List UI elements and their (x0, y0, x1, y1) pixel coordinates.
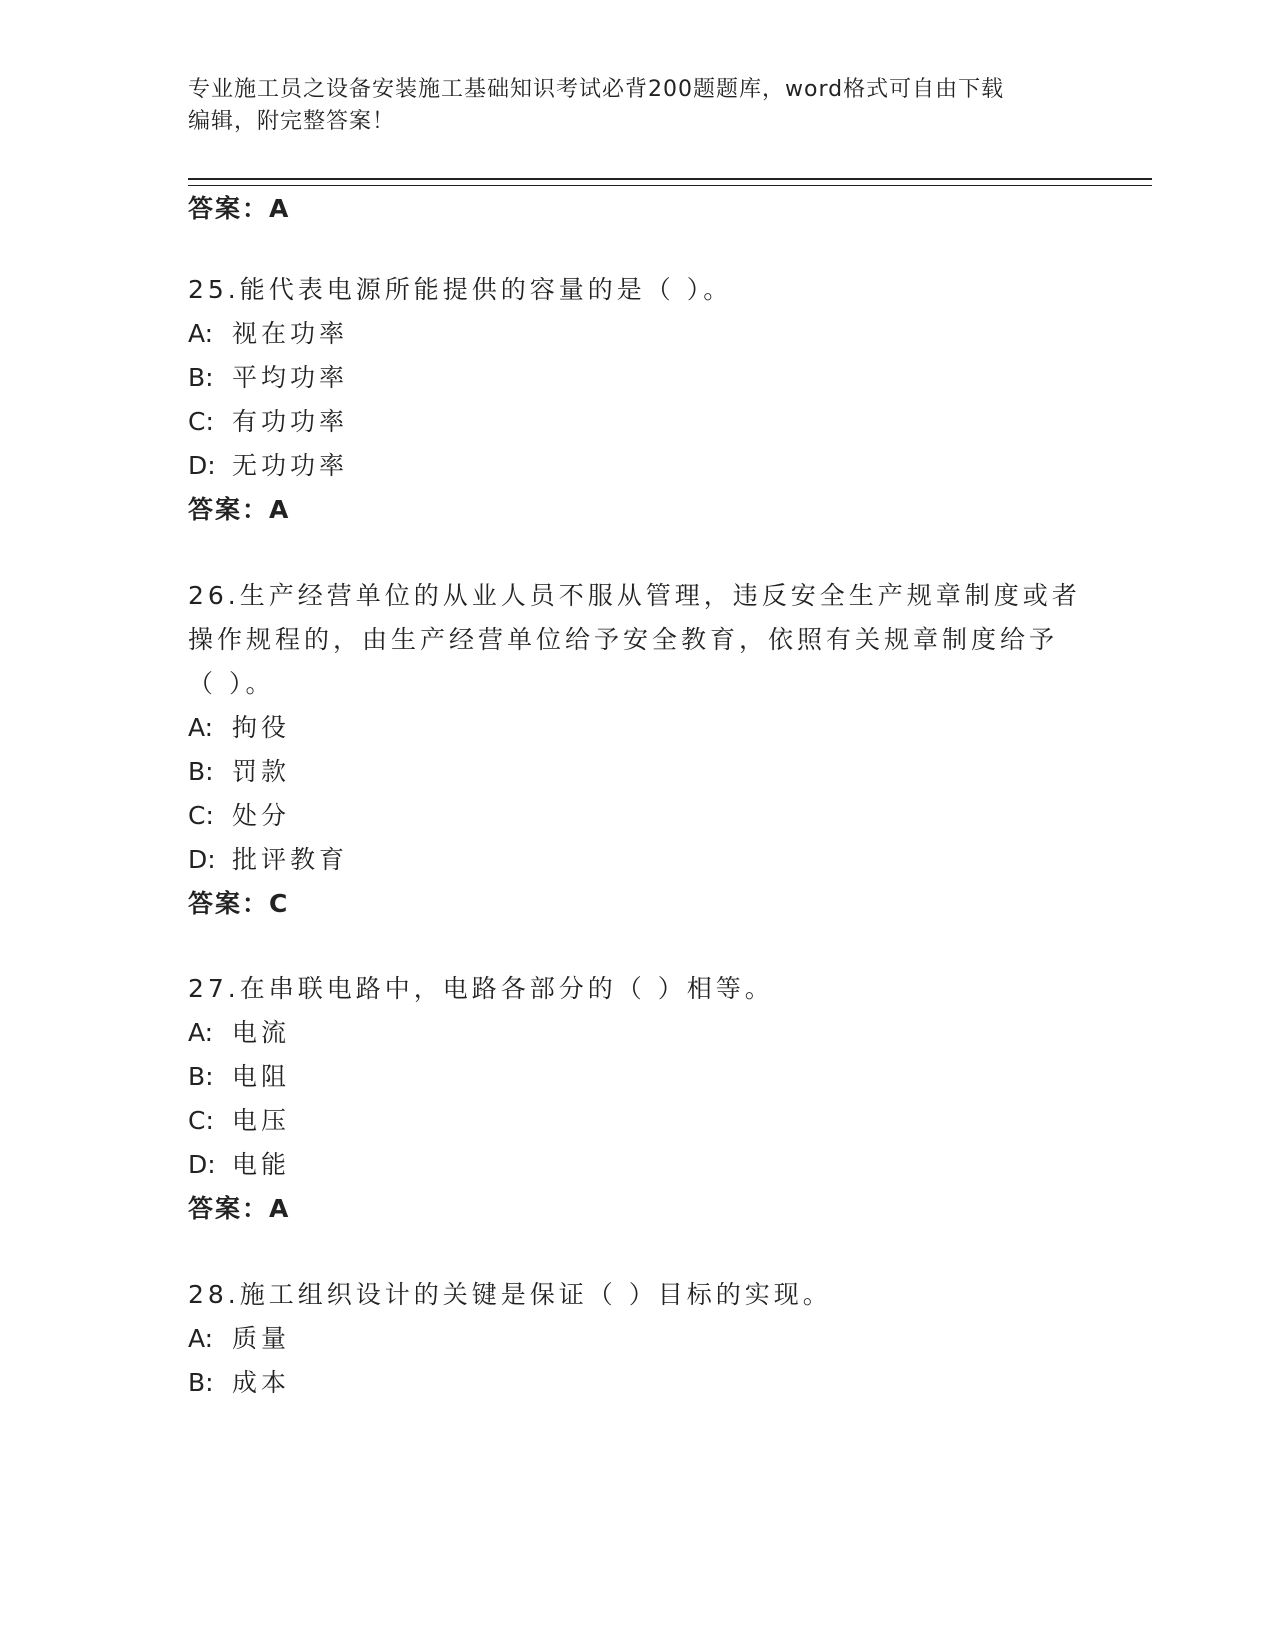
option-text: 视在功率 (232, 319, 349, 348)
option-key: B: (188, 363, 214, 392)
option-key: B: (188, 1368, 214, 1397)
option-text: 罚款 (232, 757, 291, 786)
option-text: 成本 (232, 1368, 291, 1397)
option-item (188, 755, 290, 789)
option-item (188, 361, 348, 395)
option-key: A: (188, 713, 214, 742)
question-stem: （ ）。 (188, 669, 275, 698)
option-key: C: (188, 801, 214, 830)
document-header (188, 74, 1088, 138)
option-key: A: (188, 1018, 214, 1047)
option-item (188, 799, 290, 833)
answer-line: 答案：A (188, 1194, 291, 1223)
question-stem: 27.在串联电路中，电路各部分的（ ）相等。 (188, 974, 774, 1003)
question-stem: 26.生产经营单位的从业人员不服从管理，违反安全生产规章制度或者 (188, 581, 1081, 610)
header-line-1: 专业施工员之设备安装施工基础知识考试必背200题题库，word格式可自由下载 (188, 77, 1005, 102)
option-item (188, 843, 348, 877)
option-text: 有功功率 (232, 407, 349, 436)
option-text: 处分 (232, 801, 291, 830)
option-key: D: (188, 845, 216, 874)
option-item (188, 405, 348, 439)
option-item (188, 1322, 290, 1356)
option-item (188, 1104, 290, 1138)
option-key: B: (188, 1062, 214, 1091)
question-stem: 操作规程的，由生产经营单位给予安全教育，依照有关规章制度给予 (188, 625, 1059, 654)
option-text: 平均功率 (232, 363, 349, 392)
option-text: 电能 (232, 1150, 291, 1179)
option-text: 质量 (232, 1324, 291, 1353)
option-key: A: (188, 1324, 214, 1353)
option-item (188, 1016, 290, 1050)
option-key: A: (188, 319, 214, 348)
option-text: 电流 (232, 1018, 291, 1047)
option-text: 无功功率 (232, 451, 349, 480)
option-text: 批评教育 (232, 845, 349, 874)
option-key: C: (188, 407, 214, 436)
option-item (188, 1148, 290, 1182)
option-item (188, 317, 348, 351)
option-item (188, 1366, 290, 1400)
option-item (188, 1060, 290, 1094)
option-key: D: (188, 451, 216, 480)
option-key: B: (188, 757, 214, 786)
question-stem: 28.施工组织设计的关键是保证（ ）目标的实现。 (188, 1280, 832, 1309)
option-item (188, 711, 290, 745)
option-key: C: (188, 1106, 214, 1135)
question-stem: 25.能代表电源所能提供的容量的是（ ）。 (188, 275, 733, 304)
header-line-2: 编辑，附完整答案！ (188, 109, 396, 134)
answer-line: 答案：A (188, 495, 291, 524)
option-item (188, 449, 348, 483)
answer-line: 答案：A (188, 194, 291, 223)
option-text: 电阻 (232, 1062, 291, 1091)
answer-line: 答案：C (188, 889, 290, 918)
option-text: 电压 (232, 1106, 291, 1135)
header-divider (188, 178, 1152, 186)
option-key: D: (188, 1150, 216, 1179)
option-text: 拘役 (232, 713, 291, 742)
